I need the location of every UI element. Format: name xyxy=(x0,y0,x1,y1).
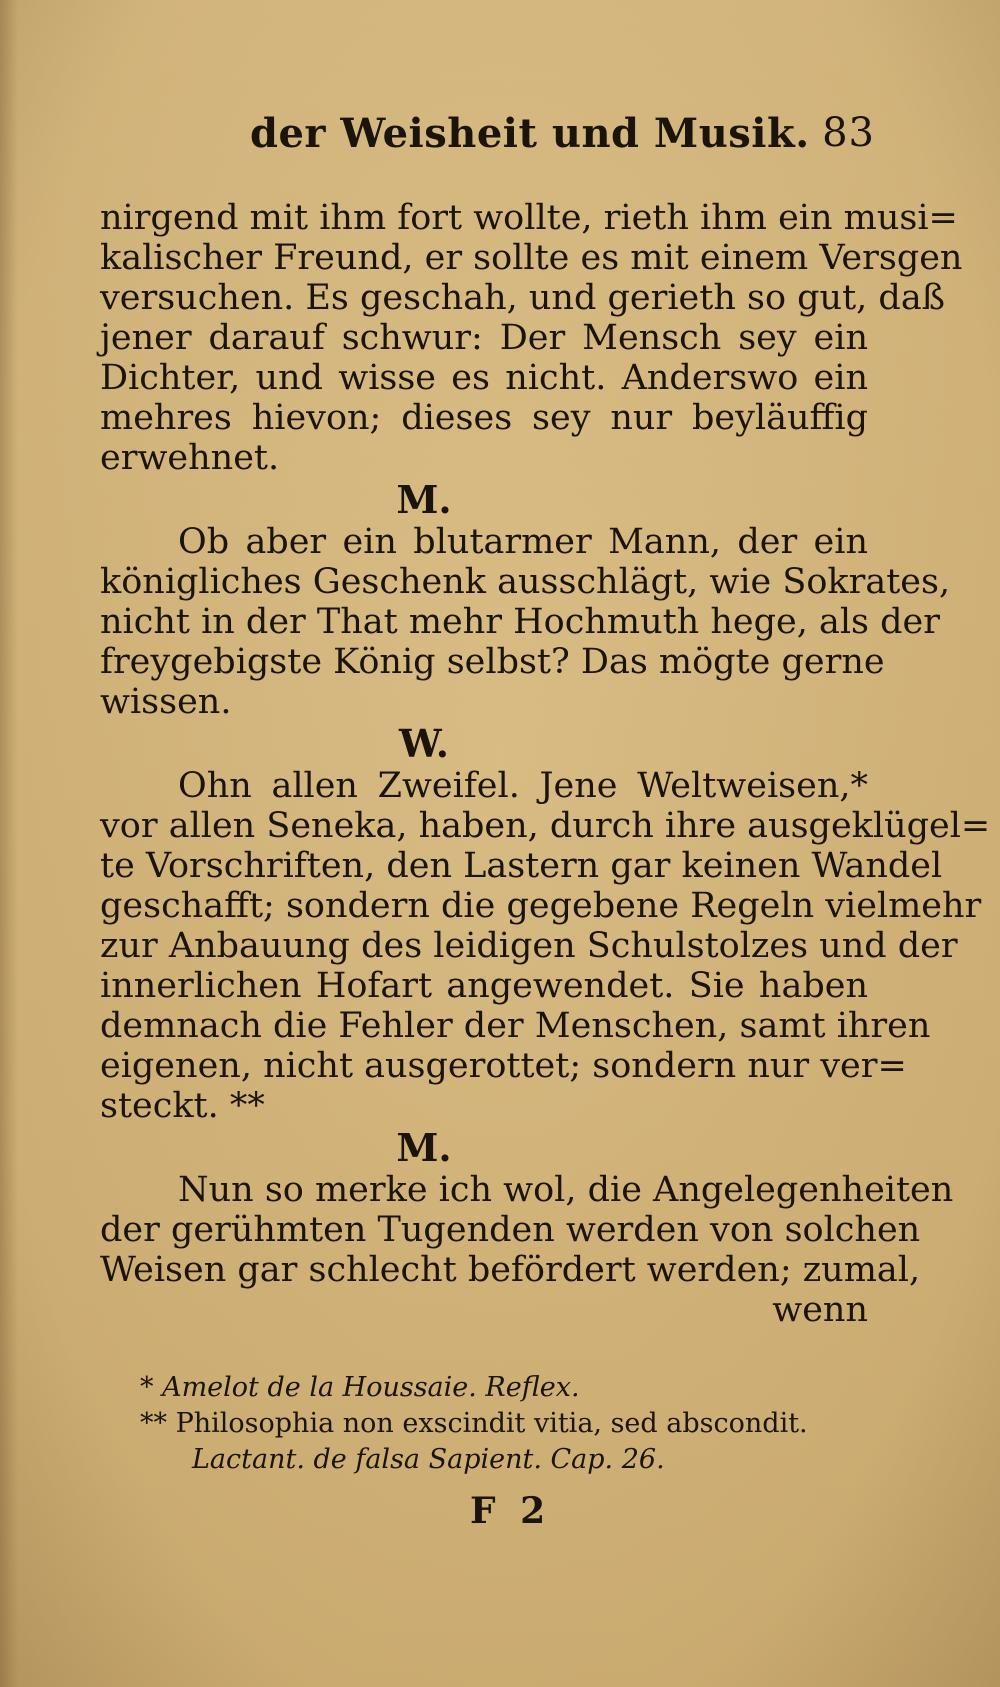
text-line: kalischer Freund, er sollte es mit einem Versgen xyxy=(100,238,963,278)
speaker-mark: M. xyxy=(396,1125,452,1170)
page-edge-shadow xyxy=(0,0,18,1687)
footnote: ** Philosophia non exscindit vitia, sed abscondit. xyxy=(140,1408,808,1439)
text-line: eigenen, nicht ausgerottet; sondern nur ver= xyxy=(100,1046,907,1086)
text-line: erwehnet. xyxy=(100,438,280,478)
text-line: wissen. xyxy=(100,682,232,722)
page-header xyxy=(235,110,875,160)
paragraph-1 xyxy=(100,198,963,478)
text-line: mehres hievon; dieses sey nur beyläuffig xyxy=(100,398,868,438)
text-line: demnach die Fehler der Menschen, samt ihren xyxy=(100,1006,931,1046)
paragraph-3 xyxy=(100,766,991,1126)
paragraph-2 xyxy=(100,522,951,722)
text-line: innerlichen Hofart angewendet. Sie haben xyxy=(100,966,868,1006)
paragraph-4 xyxy=(100,1170,954,1330)
text-line: geschafft; sondern die gegebene Regeln vielmehr xyxy=(100,886,982,926)
text-line: steckt. ** xyxy=(100,1086,265,1126)
footnotes xyxy=(140,1370,880,1478)
text-line: jener darauf schwur: Der Mensch sey ein xyxy=(100,318,868,358)
text-line: te Vorschriften, den Lastern gar keinen Wandel xyxy=(100,846,943,886)
signature-mark: F 2 xyxy=(470,1490,552,1532)
text-line: königliches Geschenk ausschlägt, wie Sokrates, xyxy=(100,562,951,602)
text-line: Dichter, und wisse es nicht. Anderswo ein xyxy=(100,358,868,398)
page-number: 83 xyxy=(822,110,875,156)
page-body xyxy=(100,198,991,1330)
footnote-source: Lactant. de falsa Sapient. Cap. 26. xyxy=(192,1444,665,1475)
text-line: Ohn allen Zweifel. Jene Weltweisen,* xyxy=(178,766,868,806)
text-line: versuchen. Es geschah, und gerieth so gut, daß xyxy=(100,278,946,318)
speaker-mark: W. xyxy=(399,721,449,766)
text-line: Nun so merke ich wol, die Angelegenheiten xyxy=(178,1170,954,1210)
text-line: Weisen gar schlecht befördert werden; zumal, xyxy=(100,1250,921,1290)
footnote: * Amelot de la Houssaie. Reflex. xyxy=(140,1372,580,1403)
text-line: der gerühmten Tugenden werden von solchen xyxy=(100,1210,921,1250)
text-line: nicht in der That mehr Hochmuth hege, als der xyxy=(100,602,940,642)
text-line: zur Anbauung des leidigen Schulstolzes und der xyxy=(100,926,958,966)
speaker-mark: M. xyxy=(396,477,452,522)
text-line: freygebigste König selbst? Das mögte gerne xyxy=(100,642,885,682)
running-title: der Weisheit und Musik. xyxy=(250,110,810,157)
text-line: vor allen Seneka, haben, durch ihre ausgeklügel= xyxy=(100,806,991,846)
text-line: Ob aber ein blutarmer Mann, der ein xyxy=(178,522,868,562)
catchword: wenn xyxy=(772,1290,868,1330)
text-line: nirgend mit ihm fort wollte, rieth ihm ein musi= xyxy=(100,198,958,238)
